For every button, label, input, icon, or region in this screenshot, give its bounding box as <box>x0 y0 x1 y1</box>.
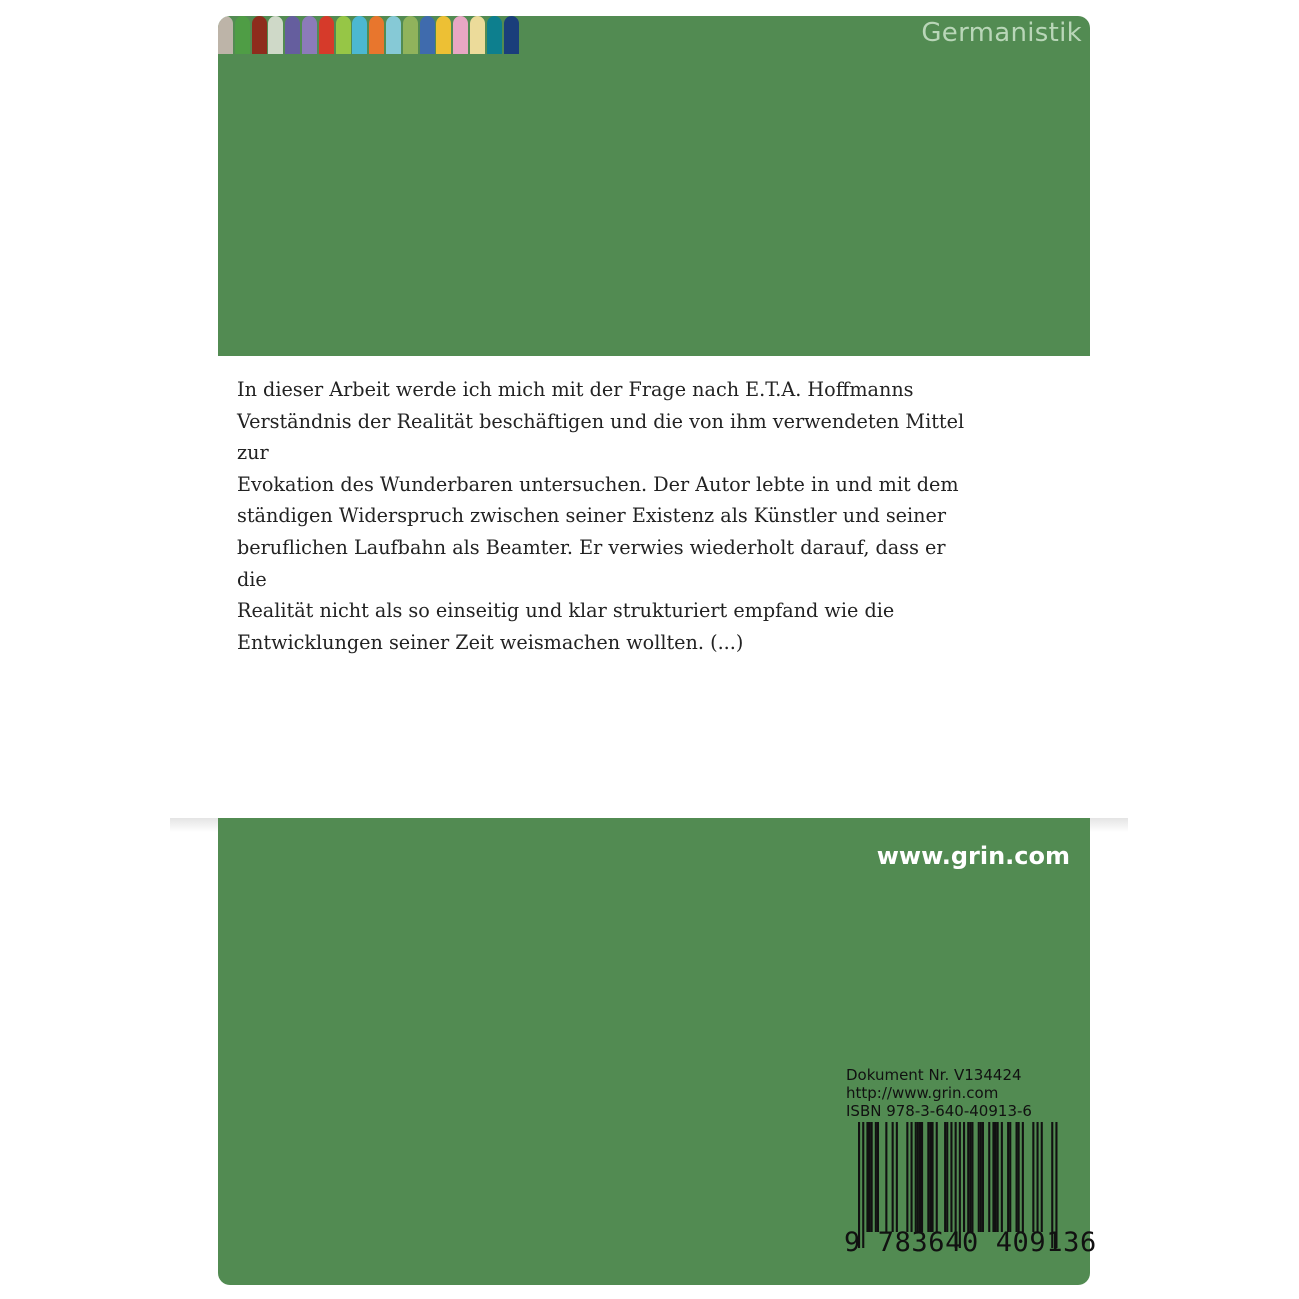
series-color-tab <box>218 16 233 54</box>
barcode-bar <box>929 1122 931 1232</box>
barcode-bar <box>978 1122 980 1232</box>
series-color-tab <box>504 16 519 54</box>
website-url: http://www.grin.com <box>846 1084 999 1102</box>
barcode-bar <box>911 1122 913 1232</box>
top-cover-panel <box>218 16 1090 356</box>
series-color-tab <box>420 16 435 54</box>
blurb-line: Entwicklungen seiner Zeit weismachen wollten. (...) <box>237 630 744 654</box>
barcode-bar <box>995 1122 997 1232</box>
barcode-bar <box>915 1122 917 1232</box>
barcode-bar <box>944 1122 946 1232</box>
series-color-tab <box>235 16 250 54</box>
barcode-bar <box>917 1122 919 1232</box>
barcode-bar <box>1018 1122 1020 1232</box>
series-color-tab <box>336 16 351 54</box>
barcode-bar <box>988 1122 990 1232</box>
series-color-tab <box>302 16 317 54</box>
barcode-bar <box>927 1122 929 1232</box>
isbn-barcode <box>844 1122 1097 1258</box>
barcode-bar <box>892 1122 894 1232</box>
blurb-line: beruflichen Laufbahn als Beamter. Er verwies wiederholt darauf, dass er die <box>237 535 946 591</box>
document-number: Dokument Nr. V134424 <box>846 1066 1022 1084</box>
blurb-line: In dieser Arbeit werde ich mich mit der Frage nach E.T.A. Hoffmanns <box>237 378 914 401</box>
series-color-tab <box>453 16 468 54</box>
barcode-bar <box>1032 1122 1034 1232</box>
series-color-tab <box>268 16 283 54</box>
blurb-line: Evokation des Wunderbaren untersuchen. Der Autor lebte in und mit dem <box>237 472 959 496</box>
series-color-tab <box>369 16 384 54</box>
isbn-number: ISBN 978-3-640-40913-6 <box>846 1102 1032 1120</box>
series-label: Germanistik <box>921 18 1082 48</box>
series-color-tab <box>319 16 334 54</box>
barcode-bar <box>967 1122 969 1232</box>
series-color-tab <box>352 16 367 54</box>
barcode-bar <box>921 1122 923 1232</box>
barcode-digits: 9 783640 409136 <box>844 1227 1097 1258</box>
barcode-bar <box>1001 1122 1003 1232</box>
barcode-bar <box>932 1122 934 1232</box>
barcode-bar <box>885 1122 887 1232</box>
barcode-bar <box>997 1122 999 1232</box>
publisher-url: www.grin.com <box>876 842 1070 870</box>
barcode-bar <box>969 1122 971 1232</box>
barcode-bar <box>1022 1122 1024 1232</box>
series-color-tab <box>487 16 502 54</box>
barcode-bar <box>980 1122 982 1232</box>
barcode-bar <box>950 1122 952 1232</box>
barcode-bar <box>946 1122 948 1232</box>
barcode-bar <box>1007 1122 1009 1232</box>
barcode-bar <box>1041 1122 1043 1232</box>
document-meta <box>846 1066 1032 1120</box>
series-color-tab <box>252 16 267 54</box>
barcode-bar <box>906 1122 908 1232</box>
barcode-bar <box>875 1122 877 1232</box>
barcode-bar <box>877 1122 879 1232</box>
barcode-bar <box>1009 1122 1011 1232</box>
barcode-bar <box>971 1122 973 1232</box>
series-color-tab <box>285 16 300 54</box>
series-color-tab <box>470 16 485 54</box>
back-cover-blurb <box>237 374 977 658</box>
barcode-bar <box>1037 1122 1039 1232</box>
blurb-line: Verständnis der Realität beschäftigen und die von ihm verwendeten Mittel zur <box>237 409 965 465</box>
barcode-bar <box>936 1122 938 1232</box>
series-color-tab <box>403 16 418 54</box>
barcode-bar <box>919 1122 921 1232</box>
barcode-bar <box>992 1122 994 1232</box>
bottom-cover-panel <box>218 818 1097 1285</box>
series-color-tab <box>386 16 401 54</box>
barcode-bar <box>896 1122 898 1232</box>
blurb-line: Realität nicht als so einseitig und klar strukturiert empfand wie die <box>237 599 895 623</box>
series-color-tab <box>436 16 451 54</box>
barcode-bar <box>982 1122 984 1232</box>
barcode-bar <box>871 1122 873 1232</box>
blurb-line: ständigen Widerspruch zwischen seiner Existenz als Künstler und seiner <box>237 504 947 528</box>
barcode-bar <box>1016 1122 1018 1232</box>
barcode-bar <box>869 1122 871 1232</box>
series-color-tabs <box>218 16 520 54</box>
barcode-bar <box>866 1122 868 1232</box>
barcode-bar <box>963 1122 965 1232</box>
